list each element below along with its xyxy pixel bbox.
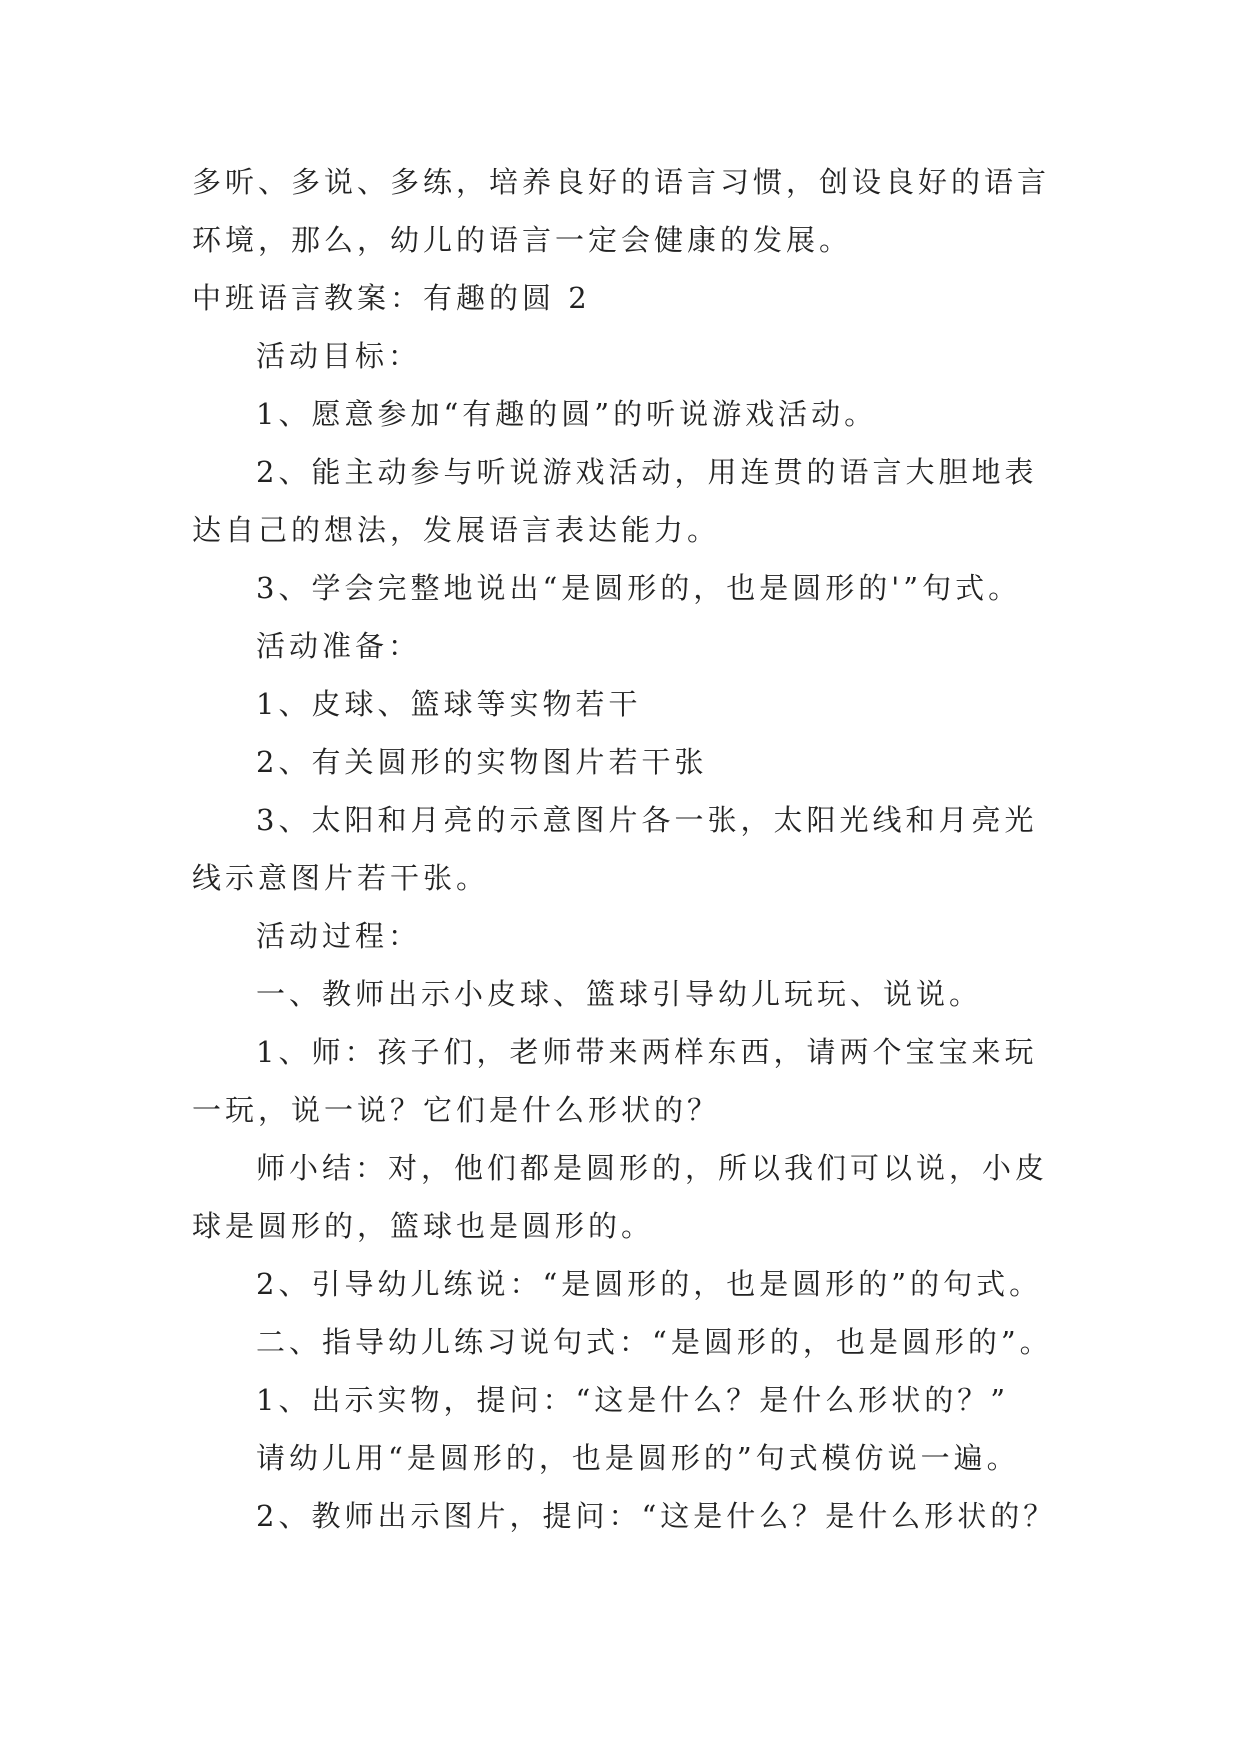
text-line: 线示意图片若干张。 [192, 861, 490, 895]
text-line: 师小结：对，他们都是圆形的，所以我们可以说，小皮 [256, 1151, 1049, 1185]
text-line: 1、出示实物，提问：“这是什么？是什么形状的？” [256, 1383, 1010, 1417]
text-line: 1、师：孩子们，老师带来两样东西，请两个宝宝来玩 [256, 1035, 1038, 1069]
text-line: 2、引导幼儿练说：“是圆形的，也是圆形的”的句式。 [256, 1267, 1043, 1301]
text-line: 一玩，说一说？它们是什么形状的？ [192, 1093, 721, 1127]
text-line: 2、教师出示图片，提问：“这是什么？是什么形状的？ [256, 1499, 1057, 1533]
text-line: 3、学会完整地说出“是圆形的，也是圆形的'”句式。 [256, 571, 1022, 605]
text-line: 2、有关圆形的实物图片若干张 [256, 745, 708, 779]
document-body [192, 162, 1092, 1554]
section-heading: 中班语言教案：有趣的圆 2 [192, 281, 591, 315]
text-line: 请幼儿用“是圆形的，也是圆形的”句式模仿说一遍。 [256, 1441, 1020, 1475]
text-line: 活动目标： [256, 339, 422, 373]
text-line: 达自己的想法，发展语言表达能力。 [192, 513, 721, 547]
text-line: 1、愿意参加“有趣的圆”的听说游戏活动。 [256, 397, 878, 431]
text-line: 活动准备： [256, 629, 422, 663]
text-line: 2、能主动参与听说游戏活动，用连贯的语言大胆地表 [256, 455, 1038, 489]
text-line: 二、指导幼儿练习说句式：“是圆形的，也是圆形的”。 [256, 1325, 1053, 1359]
text-line: 多听、多说、多练，培养良好的语言习惯，创设良好的语言 [192, 165, 1051, 199]
text-line: 3、太阳和月亮的示意图片各一张，太阳光线和月亮光 [256, 803, 1038, 837]
text-line: 环境，那么，幼儿的语言一定会健康的发展。 [192, 223, 853, 257]
text-line: 球是圆形的，篮球也是圆形的。 [192, 1209, 655, 1243]
text-line: 1、皮球、篮球等实物若干 [256, 687, 642, 721]
text-line: 活动过程： [256, 919, 422, 953]
text-line: 一、教师出示小皮球、篮球引导幼儿玩玩、说说。 [256, 977, 983, 1011]
